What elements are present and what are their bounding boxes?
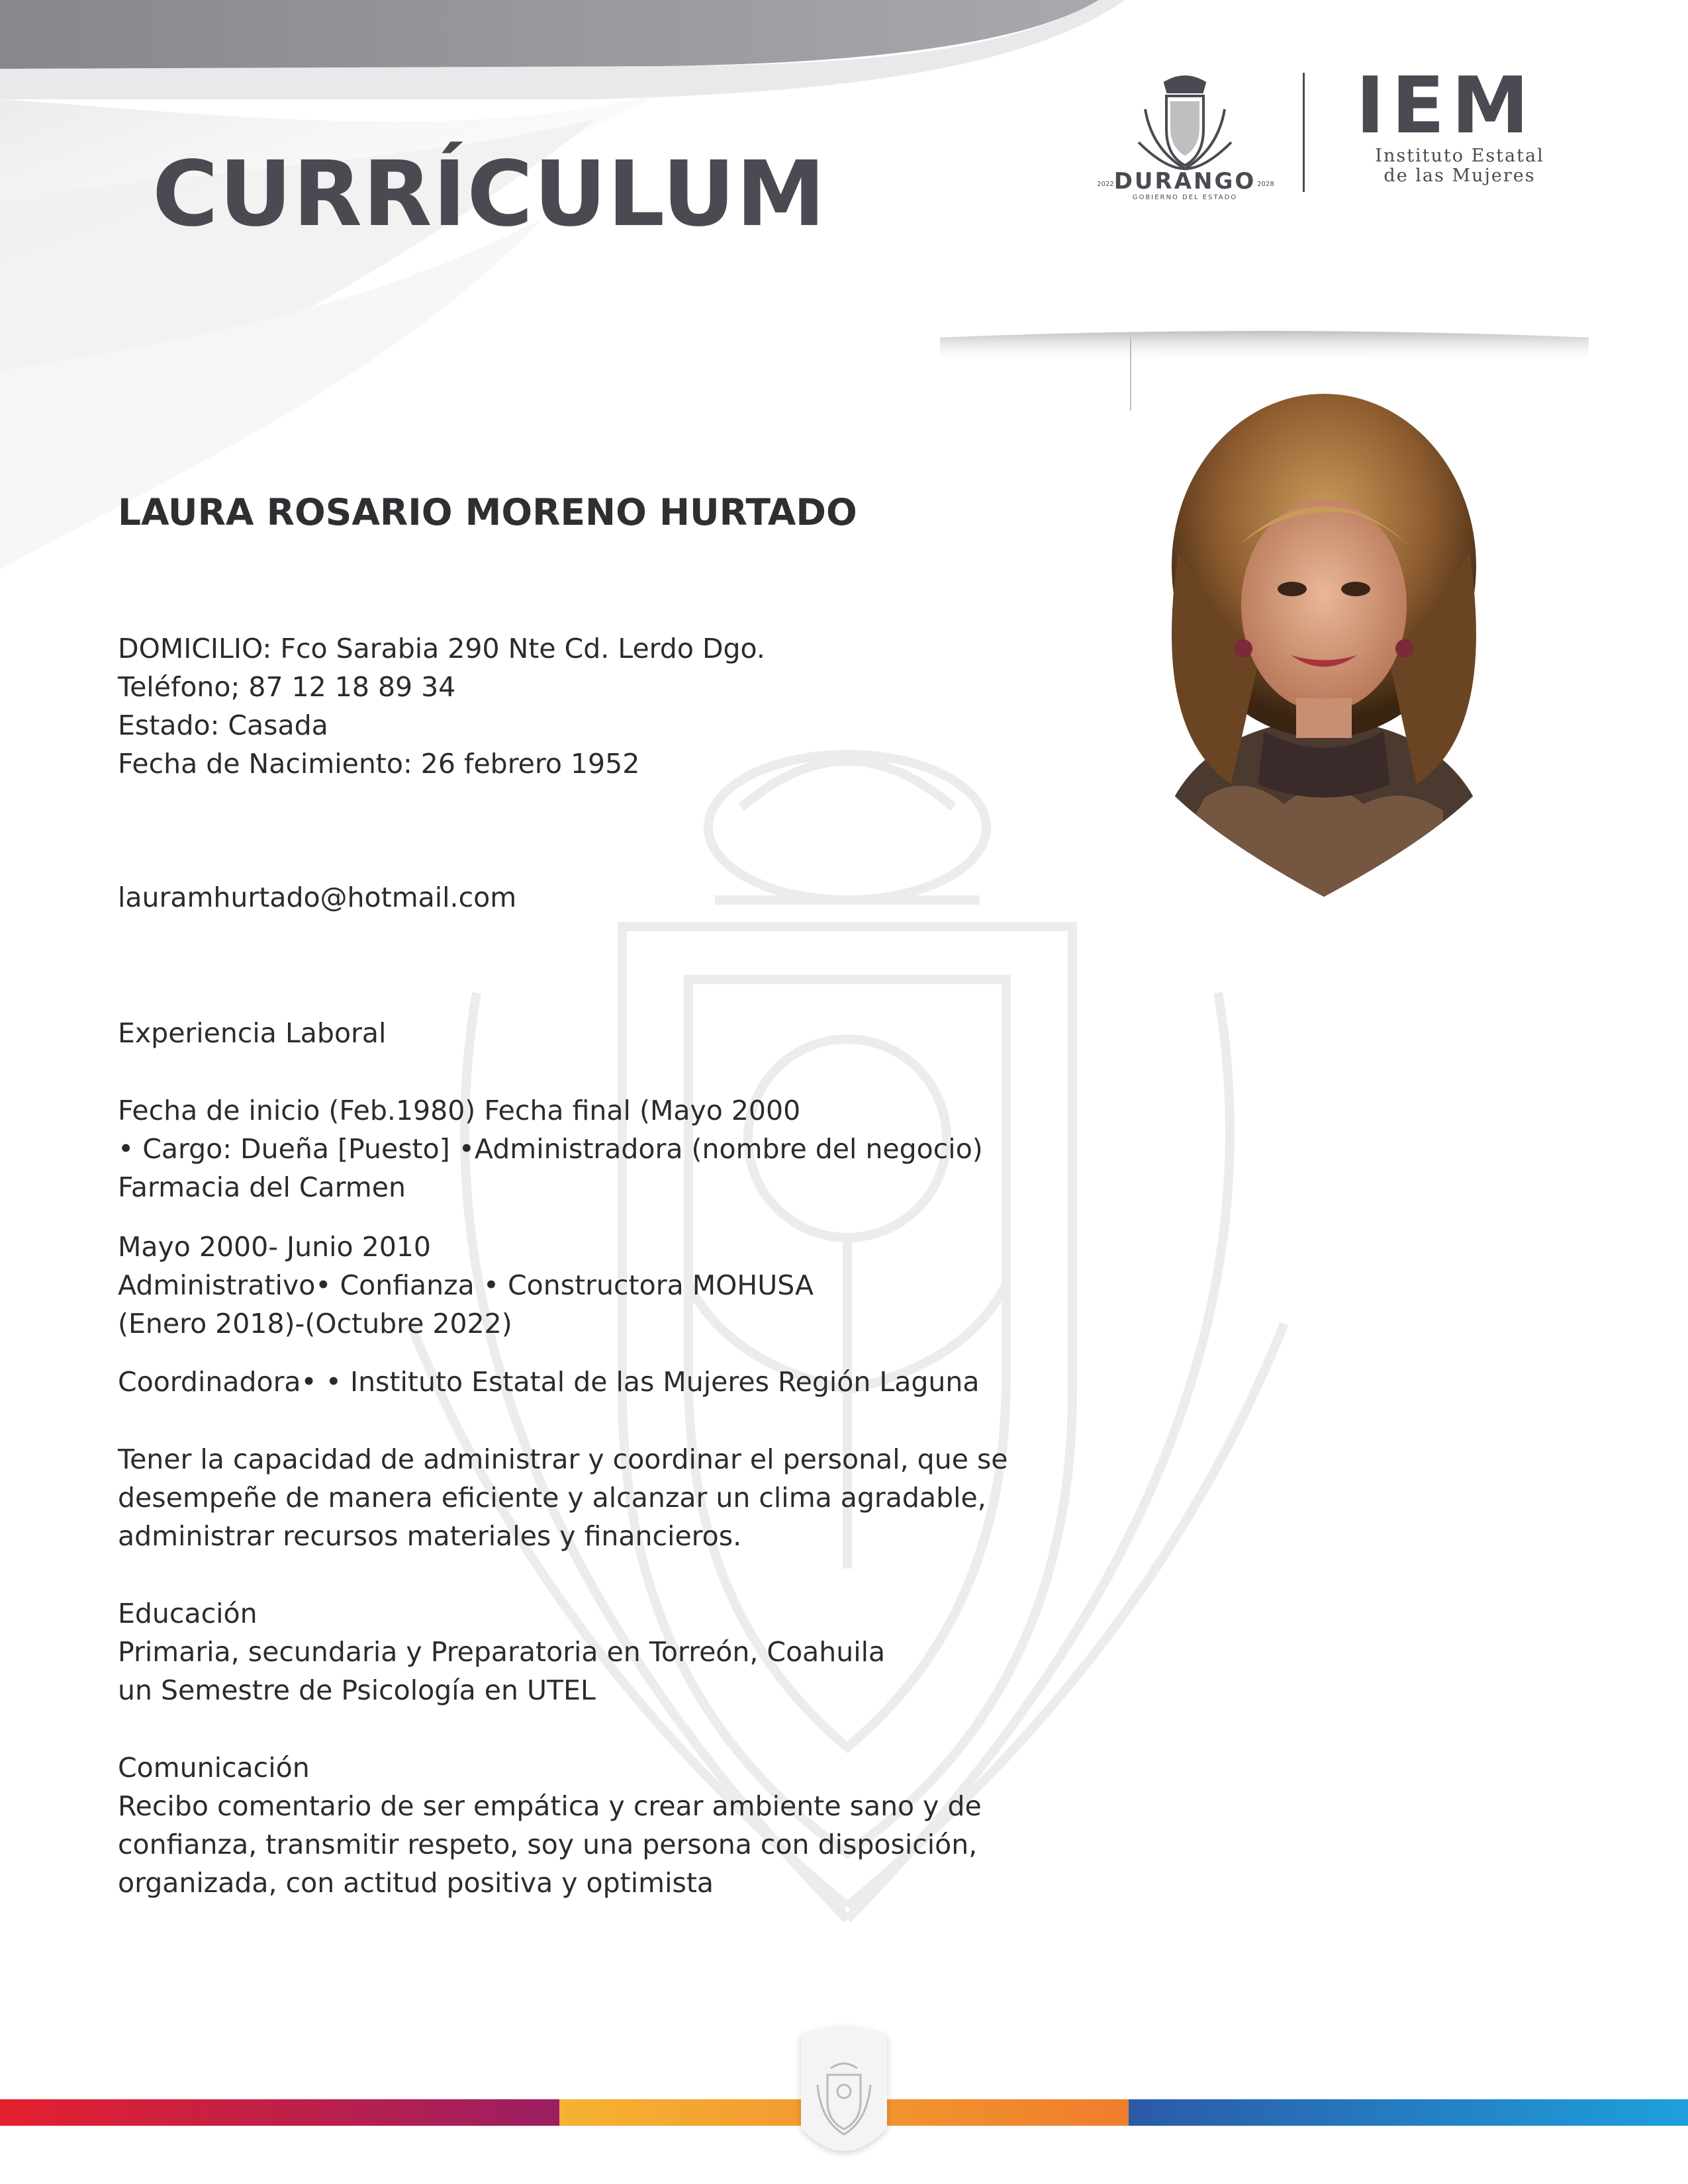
iem-logo-line-1: Instituto Estatal	[1375, 146, 1544, 166]
experience-job-2	[118, 1228, 814, 1343]
job-1-line: • Cargo: Dueña [Puesto] •Administradora (nombre del negocio)	[118, 1133, 983, 1165]
candidate-name: LAURA ROSARIO MORENO HURTADO	[118, 491, 857, 533]
durango-shield-badge-icon	[794, 2022, 894, 2164]
communication-line: confianza, transmitir respeto, soy una persona con disposición,	[118, 1829, 978, 1860]
experience-job-3: Coordinadora• • Instituto Estatal de las Mujeres Región Laguna	[118, 1366, 980, 1398]
svg-text:DURANGO: DURANGO	[1113, 168, 1256, 195]
education-line: Primaria, secundaria y Preparatoria en Torreón, Coahuila	[118, 1636, 886, 1668]
crown-shield-emblem-icon	[1139, 77, 1231, 169]
durango-logo	[1072, 69, 1297, 202]
job-2-line: Mayo 2000- Junio 2010	[118, 1231, 431, 1263]
summary-line: desempeñe de manera eficiente y alcanzar un clima agradable,	[118, 1482, 986, 1514]
job-2-line: Administrativo• Confianza • Constructora MOHUSA	[118, 1269, 814, 1301]
address-text: DOMICILIO: Fco Sarabia 290 Nte Cd. Lerdo Dgo.	[118, 633, 765, 664]
svg-text:GOBIERNO DEL ESTADO: GOBIERNO DEL ESTADO	[1132, 194, 1238, 201]
education-section	[118, 1594, 885, 1709]
svg-text:2022: 2022	[1097, 181, 1114, 188]
contact-details	[118, 629, 765, 783]
marital-status-text: Estado: Casada	[118, 709, 328, 741]
summary-line: administrar recursos materiales y financieros.	[118, 1520, 742, 1552]
communication-line: Recibo comentario de ser empática y crear ambiente sano y de	[118, 1790, 982, 1822]
experience-job-1	[118, 1091, 983, 1206]
birth-date-text: Fecha de Nacimiento: 26 febrero 1952	[118, 748, 640, 780]
experience-summary	[118, 1440, 1008, 1555]
communication-section	[118, 1749, 982, 1902]
page-title: CURRÍCULUM	[152, 142, 827, 247]
communication-line: organizada, con actitud positiva y optimista	[118, 1867, 714, 1899]
svg-text:2028: 2028	[1257, 181, 1274, 188]
logo-divider	[1303, 73, 1305, 192]
email-link[interactable]: lauramhurtado@hotmail.com	[118, 882, 517, 913]
communication-heading: Comunicación	[118, 1752, 310, 1784]
job-2-line: (Enero 2018)-(Octubre 2022)	[118, 1308, 512, 1340]
iem-logo-acronym: IEM	[1356, 60, 1536, 151]
education-heading: Educación	[118, 1598, 258, 1629]
phone-text: Teléfono; 87 12 18 89 34	[118, 671, 456, 703]
experience-heading: Experiencia Laboral	[118, 1017, 387, 1049]
iem-logo-line-2: de las Mujeres	[1383, 165, 1536, 186]
summary-line: Tener la capacidad de administrar y coordinar el personal, que se	[118, 1443, 1008, 1475]
education-line: un Semestre de Psicología en UTEL	[118, 1674, 596, 1706]
job-1-line: Fecha de inicio (Feb.1980) Fecha final (Mayo 2000	[118, 1095, 801, 1126]
job-1-line: Farmacia del Carmen	[118, 1171, 406, 1203]
